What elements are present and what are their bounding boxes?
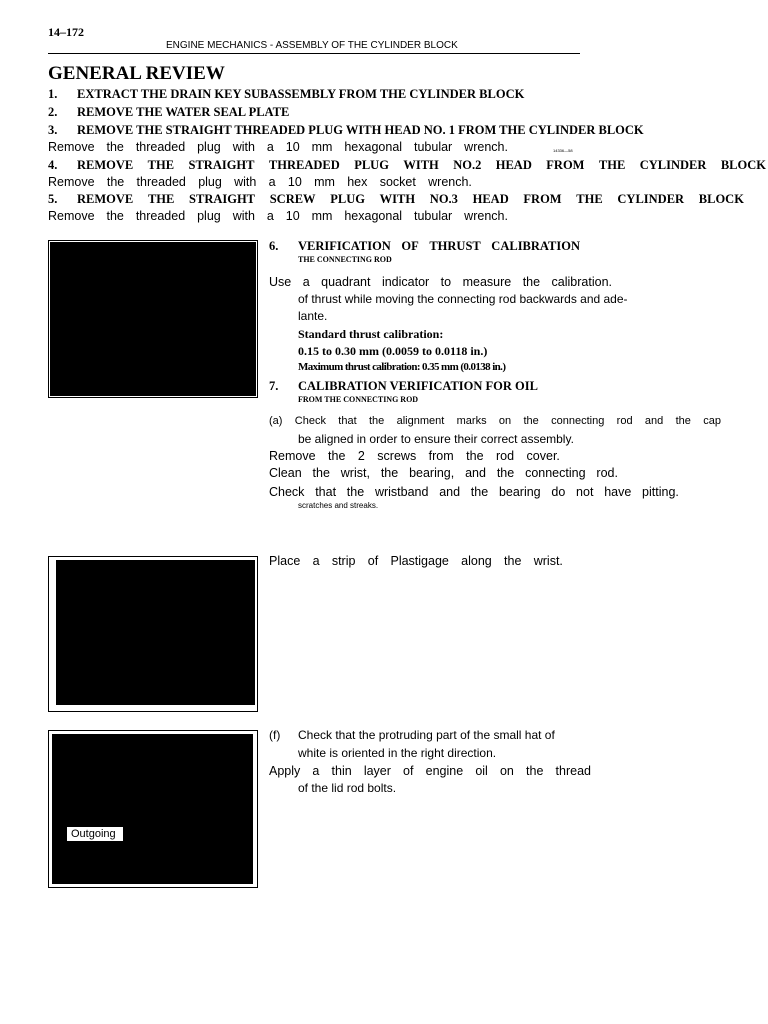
word: have	[604, 485, 632, 499]
word: screws	[377, 449, 417, 463]
word: Remove	[269, 449, 316, 463]
word: Check	[294, 415, 326, 427]
word: REMOVE	[77, 192, 134, 206]
word: on	[499, 764, 514, 778]
word: Remove	[48, 175, 95, 189]
word: plug	[198, 175, 222, 189]
word: wrist,	[340, 466, 370, 480]
outgoing-label: Outgoing	[66, 826, 124, 842]
word: wrench.	[464, 140, 508, 154]
step-7e	[269, 554, 563, 568]
word: Check	[269, 485, 305, 499]
word: socket	[379, 175, 416, 189]
step-7-title: CALIBRATION VERIFICATION FOR OIL	[298, 379, 538, 393]
section-title: ENGINE MECHANICS - ASSEMBLY OF THE CYLINDER BLOCK	[166, 40, 458, 51]
word: connecting	[525, 466, 586, 480]
step-6-title	[298, 239, 580, 254]
step-6-line-1	[269, 275, 612, 289]
word: that	[315, 485, 337, 499]
word: that	[338, 415, 357, 427]
word: FROM	[546, 158, 585, 172]
word: pitting.	[642, 485, 679, 499]
standard-spec-value: 0.15 to 0.30 mm (0.0059 to 0.0118 in.)	[298, 344, 488, 358]
step-7f-line-2: white is oriented in the right direction.	[298, 746, 497, 760]
word: Clean	[269, 466, 302, 480]
step-7g-line-2: of the lid rod bolts.	[298, 781, 397, 795]
word: THE	[576, 192, 603, 206]
step-4-number: 4.	[48, 158, 58, 172]
header-rule	[48, 53, 580, 54]
step-7-number: 7.	[269, 379, 279, 393]
word: tubular	[414, 209, 453, 223]
word: the	[380, 466, 399, 480]
word: rod	[496, 449, 515, 463]
word: layer	[363, 764, 391, 778]
word: SCREW	[269, 192, 316, 206]
step-6-line-3: lante.	[298, 309, 328, 323]
word: a	[266, 209, 274, 223]
figure-image	[56, 560, 255, 705]
figure-image	[50, 242, 256, 396]
word: threaded	[136, 175, 186, 189]
figure-cap-orientation	[48, 730, 258, 888]
figure-code: 14336—58	[553, 148, 573, 153]
word: wrist.	[533, 554, 563, 568]
word: along	[461, 554, 492, 568]
word: and	[465, 466, 486, 480]
step-3-number: 3.	[48, 123, 58, 137]
word: OF	[401, 239, 419, 253]
word: REMOVE	[77, 158, 134, 172]
word: the	[522, 275, 541, 289]
step-7-subtitle: FROM THE CONNECTING ROD	[298, 395, 419, 404]
word: the	[106, 140, 124, 154]
word: STRAIGHT	[188, 158, 255, 172]
word: Remove	[48, 140, 95, 154]
word: threaded	[135, 140, 186, 154]
word: the	[106, 209, 124, 223]
step-4-title	[77, 158, 766, 173]
word: THREADED	[268, 158, 340, 172]
word: Place	[269, 554, 301, 568]
word: bearing	[498, 485, 541, 499]
word: hexagonal	[344, 140, 403, 154]
step-7f-marker: (f)	[269, 728, 281, 742]
word: STRAIGHT	[189, 192, 256, 206]
word: BLOCK	[720, 158, 766, 172]
step-5-instruction	[48, 209, 508, 223]
word: of	[367, 554, 379, 568]
word: Plastigage	[390, 554, 449, 568]
step-2-number: 2.	[48, 105, 58, 119]
word: the	[466, 449, 484, 463]
word: the	[470, 485, 489, 499]
word: marks	[456, 415, 487, 427]
figure-plastigage	[48, 556, 258, 712]
step-7a-line-1	[269, 415, 721, 427]
word: plug	[197, 209, 221, 223]
word: WITH	[403, 158, 439, 172]
word: VERIFICATION	[298, 239, 391, 253]
word: from	[428, 449, 454, 463]
word: quadrant	[321, 275, 371, 289]
figure-image	[52, 734, 253, 884]
word: the	[312, 466, 330, 480]
word: a	[312, 764, 320, 778]
word: mm	[314, 175, 335, 189]
word: the	[328, 449, 346, 463]
word: wristband	[374, 485, 429, 499]
word: the	[496, 466, 515, 480]
word: with	[232, 209, 255, 223]
word: plug	[197, 140, 221, 154]
standard-spec-label: Standard thrust calibration:	[298, 327, 444, 341]
word: THE	[147, 192, 175, 206]
word: measure	[462, 275, 512, 289]
word: Apply	[269, 764, 301, 778]
word: CYLINDER	[639, 158, 707, 172]
word: rod.	[596, 466, 618, 480]
word: (a)	[269, 415, 283, 427]
word: on	[498, 415, 512, 427]
word: PLUG	[354, 158, 389, 172]
step-7d-line-1	[269, 485, 679, 499]
word: THRUST	[429, 239, 481, 253]
word: 10	[285, 140, 300, 154]
word: PLUG	[330, 192, 365, 206]
word: WITH	[379, 192, 416, 206]
word: a	[268, 175, 276, 189]
step-3-title: REMOVE THE STRAIGHT THREADED PLUG WITH HEAD NO. 1 FROM THE CYLINDER BLOCK	[77, 123, 644, 137]
word: bearing,	[409, 466, 455, 480]
step-6-subtitle: THE CONNECTING ROD	[298, 255, 392, 264]
word: the	[526, 764, 544, 778]
word: the	[106, 175, 125, 189]
word: a	[302, 275, 310, 289]
page-heading: GENERAL REVIEW	[48, 63, 225, 84]
word: 10	[287, 175, 302, 189]
word: 2	[357, 449, 365, 463]
step-5-number: 5.	[48, 192, 58, 206]
word: alignment	[396, 415, 445, 427]
word: cover.	[526, 449, 560, 463]
word: 10	[285, 209, 300, 223]
word: rod	[616, 415, 633, 427]
word: HEAD	[495, 158, 532, 172]
word: the	[504, 554, 522, 568]
word: mm	[311, 140, 333, 154]
step-3-instruction	[48, 140, 508, 154]
word: hex	[347, 175, 368, 189]
word: wrench.	[428, 175, 472, 189]
word: thread	[555, 764, 591, 778]
word: not	[576, 485, 594, 499]
step-7c	[269, 466, 618, 480]
word: a	[312, 554, 320, 568]
word: do	[551, 485, 566, 499]
step-6-number: 6.	[269, 239, 279, 253]
word: the	[523, 415, 539, 427]
word: THE	[598, 158, 626, 172]
word: engine	[425, 764, 464, 778]
word: to	[440, 275, 452, 289]
word: oil	[475, 764, 488, 778]
word: FROM	[523, 192, 562, 206]
step-7a-line-2: be aligned in order to ensure their correct assembly.	[298, 432, 574, 446]
word: NO.2	[453, 158, 482, 172]
step-7b	[269, 449, 560, 463]
word: and	[439, 485, 461, 499]
word: threaded	[135, 209, 186, 223]
word: the	[368, 415, 385, 427]
word: NO.3	[429, 192, 458, 206]
step-5-title	[77, 192, 744, 207]
word: and	[644, 415, 664, 427]
word: cap	[703, 415, 721, 427]
word: a	[266, 140, 274, 154]
word: strip	[331, 554, 356, 568]
word: tubular	[414, 140, 453, 154]
word: wrench.	[464, 209, 508, 223]
step-2-title: REMOVE THE WATER SEAL PLATE	[77, 105, 290, 119]
word: the	[346, 485, 365, 499]
word: CALIBRATION	[491, 239, 580, 253]
word: with	[232, 140, 255, 154]
word: CYLINDER	[617, 192, 685, 206]
word: Remove	[48, 209, 95, 223]
word: calibration.	[551, 275, 612, 289]
figure-thrust-check	[48, 240, 258, 398]
word: THE	[147, 158, 175, 172]
word: HEAD	[472, 192, 509, 206]
word: of	[403, 764, 414, 778]
word: mm	[311, 209, 333, 223]
step-4-instruction	[48, 175, 472, 189]
word: BLOCK	[698, 192, 744, 206]
word: connecting	[551, 415, 605, 427]
maximum-spec: Maximum thrust calibration: 0.35 mm (0.0138 in.)	[298, 361, 506, 373]
step-1-number: 1.	[48, 87, 58, 101]
word: indicator	[381, 275, 430, 289]
step-7d-line-2: scratches and streaks.	[298, 501, 379, 510]
page-number: 14–172	[48, 25, 84, 39]
word: hexagonal	[344, 209, 403, 223]
word: the	[675, 415, 691, 427]
step-7f-line-1: Check that the protruding part of the small hat of	[298, 728, 555, 742]
word: with	[234, 175, 257, 189]
step-6-line-2: of thrust while moving the connecting rod backwards and ade-	[298, 292, 628, 306]
word: thin	[331, 764, 352, 778]
word: Use	[269, 275, 292, 289]
step-1-title: EXTRACT THE DRAIN KEY SUBASSEMBLY FROM THE CYLINDER BLOCK	[77, 87, 525, 101]
step-7g-line-1	[269, 764, 591, 778]
